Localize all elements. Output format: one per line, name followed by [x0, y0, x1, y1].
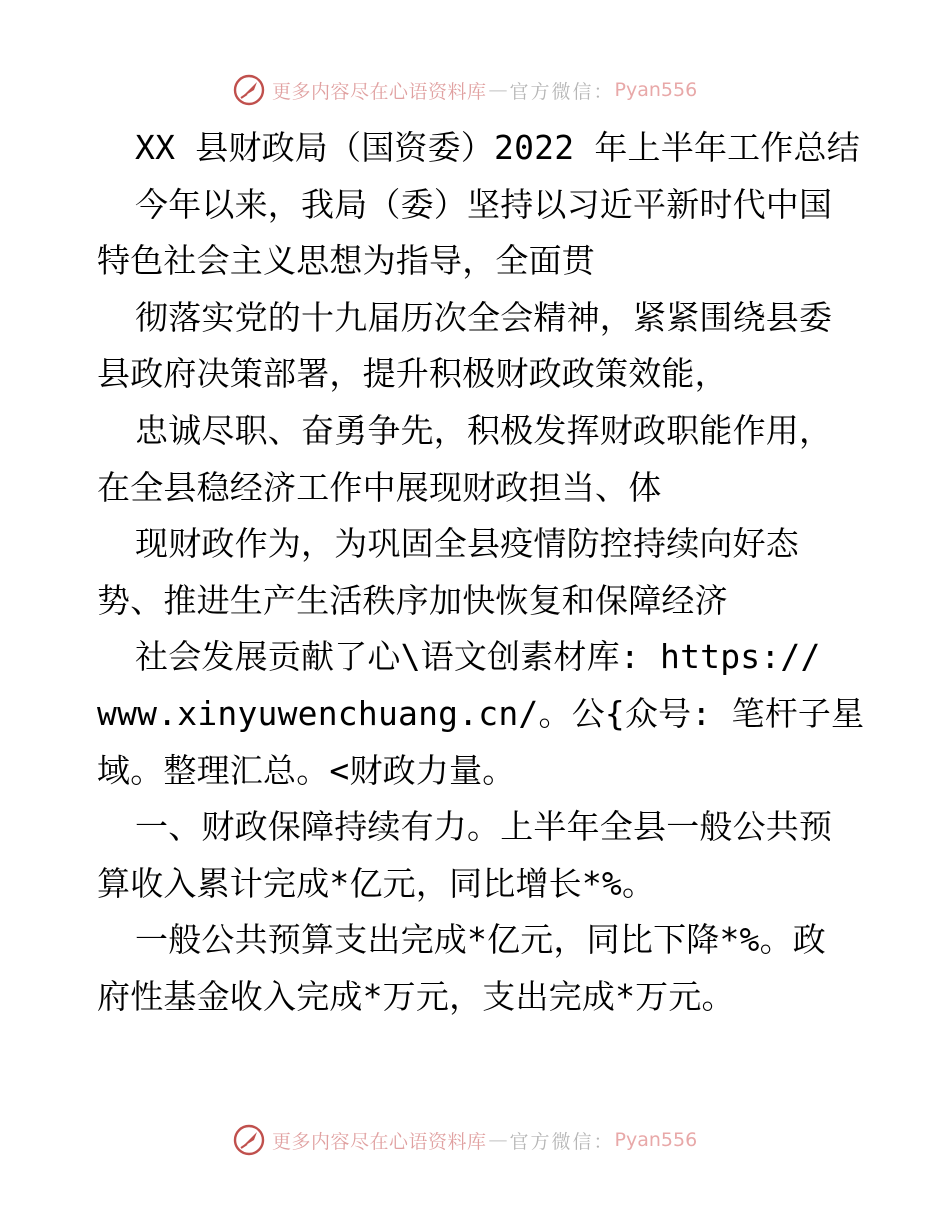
paragraph-line: 域。整理汇总。<财政力量。 — [97, 750, 516, 790]
document-title: XX 县财政局（国资委）2022 年上半年工作总结 — [135, 128, 860, 167]
footer-watermark — [232, 1122, 697, 1158]
paragraph-line: 府性基金收入完成*万元，支出完成*万元。 — [97, 976, 735, 1016]
paragraph-line: 彻落实党的十九届历次全会精神，紧紧围绕县委 — [135, 297, 833, 337]
paragraph-line: 今年以来，我局（委）坚持以习近平新时代中国 — [135, 184, 833, 224]
quill-pen-logo-icon — [232, 73, 266, 107]
paragraph-line: 算收入累计完成*亿元，同比增长*%。 — [97, 863, 656, 903]
paragraph-line: 社会发展贡献了心\语文创素材库: https:// — [135, 637, 821, 677]
header-watermark — [232, 72, 697, 108]
watermark-handle: Pyan556 — [614, 1129, 698, 1151]
paragraph-line: 一般公共预算支出完成*亿元，同比下降*%。政 — [135, 920, 827, 960]
document-body — [97, 120, 865, 1026]
paragraph-line: 一、财政保障持续有力。上半年全县一般公共预 — [135, 807, 833, 847]
paragraph-line: 县政府决策部署，提升积极财政政策效能， — [97, 354, 728, 394]
paragraph-line: 在全县稳经济工作中展现财政担当、体 — [97, 467, 662, 507]
paragraph-line: www.xinyuwenchuang.cn/。公{众号: 笔杆子星 — [97, 693, 865, 733]
paragraph-line: 现财政作为，为巩固全县疫情防控持续向好态 — [135, 524, 799, 564]
paragraph-line: 势、推进生产生活秩序加快恢复和保障经济 — [97, 580, 728, 620]
watermark-label: 官方微信： — [509, 80, 615, 103]
watermark-label: 官方微信： — [509, 1130, 615, 1153]
paragraph-line: 特色社会主义思想为指导，全面贯 — [97, 241, 595, 281]
watermark-dash: — — [488, 79, 508, 101]
watermark-main-text: 更多内容尽在心语资料库 — [272, 80, 487, 103]
watermark-main-text: 更多内容尽在心语资料库 — [272, 1130, 487, 1153]
watermark-dash: — — [488, 1129, 508, 1151]
watermark-handle: Pyan556 — [614, 79, 698, 101]
quill-pen-logo-icon — [232, 1123, 266, 1157]
paragraph-line: 忠诚尽职、奋勇争先，积极发挥财政职能作用， — [135, 410, 833, 450]
